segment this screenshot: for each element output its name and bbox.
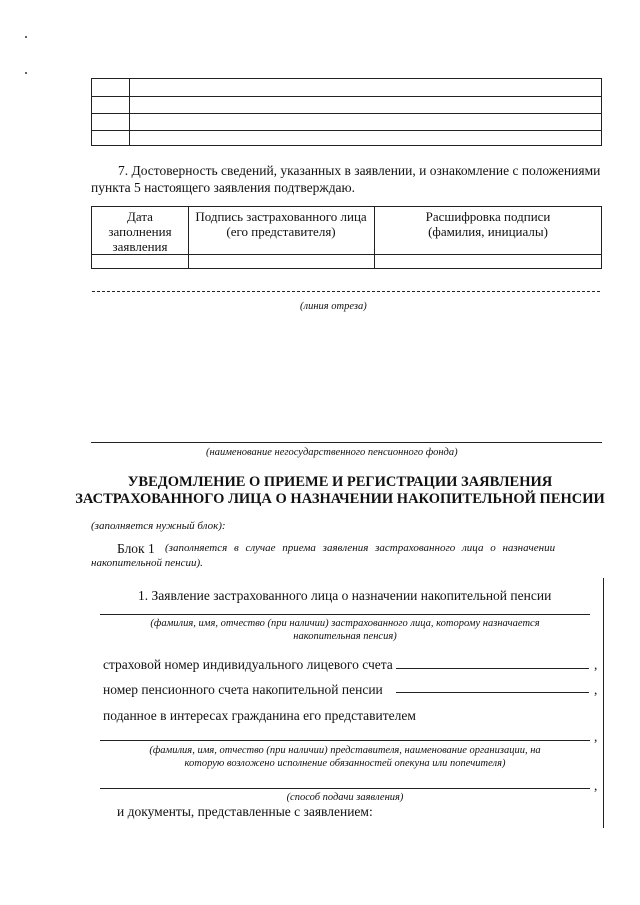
signature-table-row-line bbox=[92, 254, 601, 255]
date-header bbox=[92, 209, 188, 254]
top-table-row-line bbox=[92, 130, 601, 131]
snils-field-line[interactable] bbox=[396, 668, 589, 669]
top-table-row-line bbox=[92, 113, 601, 114]
insured-name-line[interactable] bbox=[100, 614, 590, 615]
date-header-line: заявления bbox=[112, 239, 168, 254]
notice-title-line2: ЗАСТРАХОВАННОГО ЛИЦА О НАЗНАЧЕНИИ НАКОПИТЕЛЬНОЙ ПЕНСИИ bbox=[75, 491, 605, 507]
form-block-border bbox=[603, 578, 604, 828]
block1-note-line2: накопительной пенсии). bbox=[91, 557, 203, 569]
account-field-line[interactable] bbox=[396, 692, 589, 693]
scan-dot bbox=[25, 72, 27, 74]
cut-line bbox=[92, 291, 600, 292]
decode-header-line: (фамилия, инициалы) bbox=[428, 224, 548, 239]
block1-label: Блок 1 bbox=[117, 541, 155, 556]
signature-header-line: (его представителя) bbox=[226, 224, 336, 239]
insured-name-caption-line2: накопительная пенсия) bbox=[293, 631, 397, 642]
block1-note-line1: (заполняется в случае приема заявления застрахованного лица о назначении bbox=[165, 542, 556, 554]
decode-header bbox=[374, 209, 602, 239]
representative-name-line[interactable] bbox=[100, 740, 590, 741]
top-table-col-line bbox=[129, 79, 130, 145]
submission-method-caption: (способ подачи заявления) bbox=[286, 792, 404, 803]
submission-method-line[interactable] bbox=[100, 788, 590, 789]
account-label: номер пенсионного счета накопительной пенсии bbox=[103, 682, 383, 697]
top-table bbox=[91, 78, 602, 146]
date-header-line: заполнения bbox=[108, 224, 172, 239]
snils-comma: , bbox=[594, 657, 598, 672]
notice-title-line1: УВЕДОМЛЕНИЕ О ПРИЕМЕ И РЕГИСТРАЦИИ ЗАЯВЛЕНИЯ bbox=[127, 474, 553, 490]
signature-header-line: Подпись застрахованного лица bbox=[195, 209, 367, 224]
account-comma: , bbox=[594, 682, 598, 697]
representative-caption-line2: которую возложено исполнение обязанностей опекуна или попечителя) bbox=[184, 758, 506, 769]
documents-label: и документы, представленные с заявлением: bbox=[117, 804, 373, 819]
fund-name-caption: (наименование негосударственного пенсионного фонда) bbox=[206, 447, 458, 458]
top-table-row-line bbox=[92, 96, 601, 97]
item1-text: 1. Заявление застрахованного лица о назначении накопительной пенсии bbox=[138, 588, 552, 603]
snils-label: страховой номер индивидуального лицевого счета bbox=[103, 657, 393, 672]
fund-name-line bbox=[91, 442, 602, 443]
submission-comma: , bbox=[594, 778, 598, 793]
representative-label: поданное в интересах гражданина его представителем bbox=[103, 708, 416, 723]
fill-note: (заполняется нужный блок): bbox=[91, 520, 226, 532]
section7-line1: 7. Достоверность сведений, указанных в заявлении, и ознакомление с положениями bbox=[118, 163, 601, 178]
representative-comma: , bbox=[594, 729, 598, 744]
representative-caption-line1: (фамилия, имя, отчество (при наличии) представителя, наименование организации, на bbox=[149, 745, 541, 756]
date-header-line: Дата bbox=[127, 209, 153, 224]
cut-line-label: (линия отреза) bbox=[300, 301, 367, 312]
decode-header-line: Расшифровка подписи bbox=[425, 209, 551, 224]
section7-line2: пункта 5 настоящего заявления подтверждаю. bbox=[91, 180, 356, 195]
signature-table bbox=[91, 206, 602, 269]
insured-name-caption-line1: (фамилия, имя, отчество (при наличии) застрахованного лица, которому назначается bbox=[150, 618, 540, 629]
signature-header bbox=[188, 209, 374, 239]
scan-dot bbox=[25, 36, 27, 38]
